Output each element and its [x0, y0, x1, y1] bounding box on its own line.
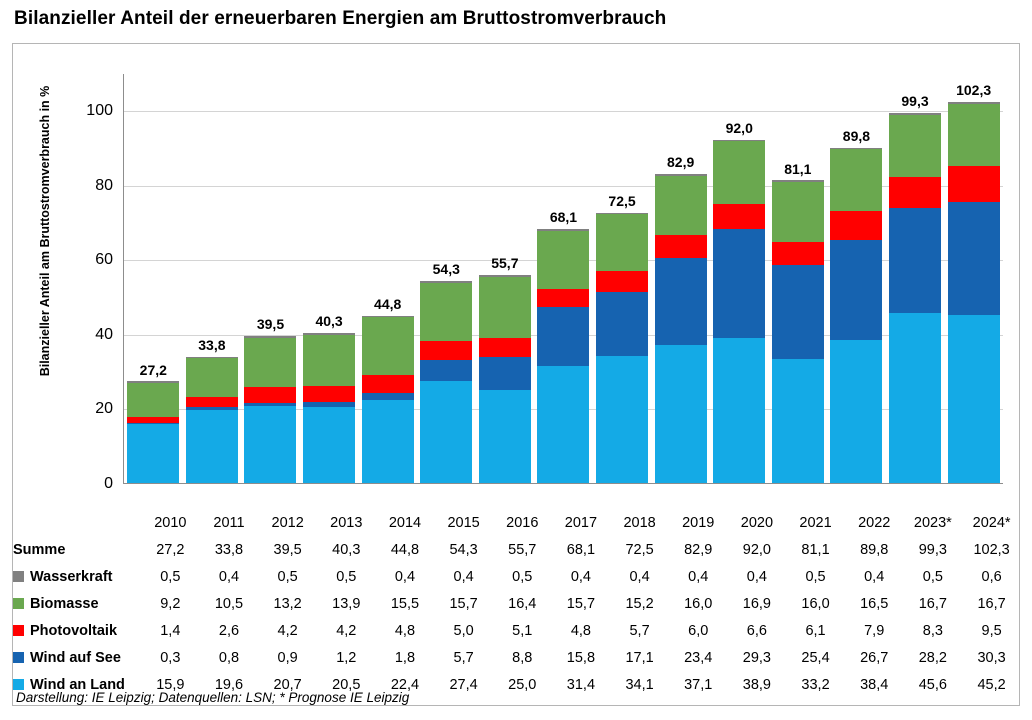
y-axis-tick-label: 0 — [104, 475, 113, 492]
chart-frame — [12, 43, 1020, 706]
plot-area — [123, 74, 1003, 484]
table-cell-value: 15,9 — [156, 676, 185, 693]
table-cell-value: 5,7 — [453, 649, 474, 666]
bar-column[interactable] — [127, 74, 179, 483]
x-axis-tick-label: 2022 — [858, 514, 891, 531]
legend-item[interactable] — [13, 644, 141, 671]
table-cell-value: 45,6 — [918, 676, 947, 693]
x-axis-tick-label: 2023* — [913, 514, 952, 531]
bar-segment[interactable] — [127, 424, 179, 483]
table-cell-value: 16,0 — [801, 595, 830, 612]
x-axis-tick-label: 2016 — [506, 514, 539, 531]
legend-color-swatch-icon — [13, 652, 24, 663]
table-cell-value: 0,5 — [336, 568, 357, 585]
bar-segment[interactable] — [537, 366, 589, 483]
bar-series-group — [124, 74, 1003, 483]
x-axis-tick-label: 2012 — [271, 514, 304, 531]
table-cell-value: 0,5 — [512, 568, 533, 585]
table-cell-value: 30,3 — [977, 649, 1006, 666]
page-title: Bilanzieller Anteil der erneuerbaren Energien am Bruttostromverbrauch — [14, 8, 667, 29]
bar-total-label: 55,7 — [491, 255, 519, 272]
table-cell-value: 6,0 — [688, 622, 709, 639]
table-cell-value: 0,5 — [805, 568, 826, 585]
table-cell-value: 8,8 — [512, 649, 533, 666]
table-cell-value: 20,5 — [332, 676, 361, 693]
table-cell-value: 5,7 — [629, 622, 650, 639]
bar-segment[interactable] — [948, 104, 1000, 166]
bar-segment[interactable] — [596, 292, 648, 356]
legend-color-swatch-icon — [13, 571, 24, 582]
bar-segment[interactable] — [889, 177, 941, 208]
bar-segment[interactable] — [420, 381, 472, 483]
table-cell-value: 25,0 — [508, 676, 537, 693]
x-axis-tick-label: 2018 — [623, 514, 656, 531]
table-cell-value: 0,8 — [218, 649, 240, 666]
table-cell-sum: 44,8 — [390, 541, 420, 558]
bar-segment[interactable] — [244, 406, 296, 483]
bar-segment[interactable] — [186, 410, 238, 483]
table-cell-value: 7,9 — [864, 622, 885, 639]
legend-item-label: Wind an Land — [30, 676, 125, 693]
bar-segment[interactable] — [362, 375, 414, 393]
table-cell-sum: 55,7 — [508, 541, 537, 558]
table-cell-value: 26,7 — [860, 649, 889, 666]
table-cell-value: 13,9 — [332, 595, 361, 612]
table-cell-sum: 54,3 — [449, 541, 478, 558]
table-cell-value: 10,5 — [214, 595, 244, 612]
x-axis-tick-label: 2024* — [972, 514, 1011, 531]
bar-segment[interactable] — [362, 400, 414, 483]
bar-segment[interactable] — [713, 204, 765, 229]
bar-segment[interactable] — [420, 283, 472, 342]
bar-segment[interactable] — [596, 271, 648, 292]
table-cell-sum: 33,8 — [214, 541, 244, 558]
table-cell-value: 9,5 — [981, 622, 1002, 639]
table-cell-value: 20,7 — [273, 676, 302, 693]
legend-item-label: Biomasse — [30, 595, 99, 612]
bar-segment[interactable] — [655, 345, 707, 483]
legend-item[interactable] — [13, 617, 141, 644]
bar-segment[interactable] — [889, 208, 941, 313]
bar-column[interactable] — [596, 74, 648, 483]
table-cell-value: 4,2 — [277, 622, 298, 639]
legend-color-swatch-icon — [13, 598, 24, 609]
table-cell-value: 0,3 — [160, 649, 181, 666]
bar-column[interactable] — [362, 74, 414, 483]
table-cell-sum: 72,5 — [625, 541, 654, 558]
bar-total-label: 39,5 — [256, 315, 285, 332]
bar-total-label: 89,8 — [842, 128, 871, 145]
bar-column[interactable] — [186, 74, 238, 483]
bar-total-label: 102,3 — [956, 81, 992, 98]
bar-segment[interactable] — [713, 338, 765, 483]
bar-segment[interactable] — [948, 315, 1000, 483]
table-row — [13, 617, 1021, 644]
legend-item[interactable] — [13, 590, 141, 617]
x-axis-tick-label: 2013 — [330, 514, 363, 531]
table-row — [13, 590, 1021, 617]
table-cell-sum: 81,1 — [801, 541, 830, 558]
bar-segment[interactable] — [948, 166, 1000, 201]
bar-total-label: 68,1 — [549, 209, 578, 226]
table-cell-sum: 99,3 — [918, 541, 947, 558]
table-cell-value: 1,2 — [336, 649, 357, 666]
bar-segment[interactable] — [186, 358, 238, 397]
x-axis-tick-label: 2021 — [799, 514, 832, 531]
bar-segment[interactable] — [127, 383, 179, 417]
data-table — [13, 509, 1021, 698]
bar-total-label: 27,2 — [139, 361, 167, 378]
bar-segment[interactable] — [596, 356, 648, 483]
table-cell-value: 4,8 — [570, 622, 591, 639]
table-cell-value: 33,2 — [801, 676, 830, 693]
bar-segment[interactable] — [537, 307, 589, 366]
bar-total-label: 92,0 — [725, 120, 753, 137]
source-footnote: Darstellung: IE Leipzig; Datenquellen: LSN; * Prognose IE Leipzig — [16, 690, 410, 705]
x-axis-row-spacer — [13, 509, 141, 536]
bar-segment[interactable] — [362, 393, 414, 400]
bar-column[interactable] — [830, 74, 882, 483]
legend-color-swatch-icon — [13, 625, 24, 636]
table-cell-sum: 102,3 — [973, 541, 1010, 558]
bar-segment[interactable] — [655, 176, 707, 236]
bar-segment[interactable] — [830, 340, 882, 483]
table-cell-value: 16,0 — [684, 595, 713, 612]
bar-segment[interactable] — [362, 317, 414, 375]
table-cell-value: 16,4 — [508, 595, 537, 612]
table-cell-sum: 82,9 — [684, 541, 713, 558]
y-axis-tick-label: 20 — [95, 400, 113, 418]
table-cell-value: 2,6 — [218, 622, 240, 639]
legend-color-swatch-icon — [13, 679, 24, 690]
bar-segment[interactable] — [772, 359, 824, 483]
bar-total-label: 54,3 — [432, 260, 460, 277]
table-cell-value: 4,8 — [394, 622, 416, 639]
bar-total-label: 33,8 — [198, 337, 226, 354]
bar-column[interactable] — [537, 74, 589, 483]
table-cell-value: 13,2 — [273, 595, 302, 612]
bar-segment[interactable] — [244, 387, 296, 403]
bar-total-label: 44,8 — [374, 296, 402, 313]
legend-item-label: Wind auf See — [30, 649, 121, 666]
table-cell-value: 16,5 — [860, 595, 889, 612]
bar-segment[interactable] — [772, 182, 824, 242]
table-cell-value: 0,4 — [394, 568, 416, 585]
bar-segment[interactable] — [479, 277, 531, 338]
bar-total-label: 81,1 — [784, 160, 812, 177]
bar-column[interactable] — [948, 74, 1000, 483]
bar-segment[interactable] — [772, 242, 824, 265]
bar-segment[interactable] — [830, 240, 882, 340]
table-cell-value: 37,1 — [684, 676, 713, 693]
table-cell-value: 0,4 — [688, 568, 709, 585]
table-cell-value: 15,7 — [566, 595, 596, 612]
plot-wrapper — [13, 44, 1021, 509]
bar-segment[interactable] — [772, 265, 824, 360]
bar-segment[interactable] — [537, 231, 589, 290]
bar-segment[interactable] — [303, 386, 355, 402]
bar-segment[interactable] — [889, 313, 941, 483]
legend-item-label: Wasserkraft — [30, 568, 113, 585]
table-cell-value: 45,2 — [977, 676, 1006, 693]
x-axis-tick-label: 2014 — [388, 514, 422, 531]
table-cell-value: 23,4 — [684, 649, 713, 666]
bar-total-label: 40,3 — [315, 312, 343, 329]
table-cell-value: 17,1 — [625, 649, 654, 666]
bar-segment[interactable] — [655, 258, 707, 345]
table-cell-value: 29,3 — [742, 649, 771, 666]
table-row-label-sum: Summe — [13, 541, 66, 558]
bar-segment[interactable] — [596, 214, 648, 271]
x-axis-tick-label: 2010 — [154, 514, 187, 531]
table-cell-value: 0,4 — [629, 568, 650, 585]
table-row-sum — [13, 536, 1021, 563]
table-cell-value: 0,6 — [981, 568, 1002, 585]
table-cell-value: 0,5 — [160, 568, 181, 585]
table-cell-value: 28,2 — [918, 649, 947, 666]
bar-column[interactable] — [772, 74, 824, 483]
table-cell-value: 15,8 — [566, 649, 596, 666]
y-axis-ticks — [61, 74, 119, 492]
table-cell-value: 15,7 — [449, 595, 478, 612]
x-axis-tick-label: 2011 — [213, 514, 245, 531]
table-cell-value: 38,4 — [860, 676, 889, 693]
bar-segment[interactable] — [830, 149, 882, 211]
table-cell-value: 16,9 — [742, 595, 771, 612]
bar-segment[interactable] — [479, 338, 531, 357]
bar-segment[interactable] — [830, 211, 882, 240]
x-axis-tick-label: 2017 — [564, 514, 598, 531]
table-cell-value: 0,4 — [453, 568, 474, 585]
legend-item-label: Photovoltaik — [30, 622, 118, 639]
bar-segment[interactable] — [479, 357, 531, 390]
table-cell-value: 27,4 — [449, 676, 478, 693]
table-cell-value: 16,7 — [977, 595, 1006, 612]
x-axis-tick-label: 2020 — [740, 514, 774, 531]
bar-column[interactable] — [655, 74, 707, 483]
table-cell-sum: 27,2 — [156, 541, 185, 558]
table-cell-sum: 92,0 — [742, 541, 771, 558]
bar-column[interactable] — [479, 74, 531, 483]
bar-total-label: 72,5 — [608, 192, 636, 209]
table-row — [13, 644, 1021, 671]
bar-segment[interactable] — [889, 115, 941, 177]
table-cell-value: 0,4 — [746, 568, 767, 585]
bar-segment[interactable] — [303, 335, 355, 387]
table-cell-value: 16,7 — [918, 595, 947, 612]
bar-segment[interactable] — [420, 360, 472, 381]
table-row — [13, 563, 1021, 590]
table-cell-value: 38,9 — [742, 676, 771, 693]
table-cell-value: 6,6 — [746, 622, 767, 639]
table-cell-value: 19,6 — [214, 676, 244, 693]
table-cell-value: 0,4 — [218, 568, 240, 585]
bar-segment[interactable] — [948, 202, 1000, 315]
y-axis-tick-label: 60 — [95, 251, 113, 269]
x-axis-tick-label: 2019 — [682, 514, 715, 531]
table-cell-value: 31,4 — [566, 676, 596, 693]
table-cell-value: 4,2 — [336, 622, 357, 639]
bar-segment[interactable] — [655, 235, 707, 257]
y-axis-title: Bilanzieller Anteil am Bruttostromverbrauch in % — [38, 85, 52, 377]
bar-segment[interactable] — [479, 390, 531, 483]
y-axis-tick-label: 40 — [95, 325, 113, 343]
bar-column[interactable] — [303, 74, 355, 483]
table-cell-value: 1,8 — [394, 649, 416, 666]
bar-segment[interactable] — [713, 229, 765, 338]
table-cell-value: 5,1 — [512, 622, 533, 639]
y-axis-tick-label: 100 — [86, 102, 113, 120]
bar-segment[interactable] — [420, 341, 472, 360]
table-cell-value: 0,5 — [922, 568, 943, 585]
table-cell-value: 1,4 — [160, 622, 181, 639]
table-cell-value: 6,1 — [805, 622, 826, 639]
bar-segment[interactable] — [303, 407, 355, 483]
table-cell-value: 8,3 — [922, 622, 943, 639]
table-cell-sum: 89,8 — [860, 541, 889, 558]
bar-column[interactable] — [244, 74, 296, 483]
table-cell-sum: 68,1 — [566, 541, 596, 558]
data-table-wrapper — [13, 509, 1021, 706]
bar-segment[interactable] — [244, 338, 296, 387]
legend-item[interactable] — [13, 563, 141, 590]
bar-segment[interactable] — [713, 141, 765, 204]
bar-segment[interactable] — [186, 397, 238, 407]
table-cell-sum: 40,3 — [332, 541, 361, 558]
table-cell-value: 34,1 — [625, 676, 654, 693]
y-axis-tick-label: 80 — [95, 176, 113, 194]
x-axis-tick-label: 2015 — [447, 514, 480, 531]
table-cell-value: 0,9 — [277, 649, 298, 666]
table-cell-value: 0,4 — [570, 568, 591, 585]
table-cell-value: 15,2 — [625, 595, 654, 612]
table-cell-value: 5,0 — [453, 622, 474, 639]
bar-total-label: 82,9 — [667, 154, 695, 171]
table-cell-value: 9,2 — [160, 595, 181, 612]
table-cell-value: 22,4 — [390, 676, 420, 693]
table-cell-value: 25,4 — [801, 649, 830, 666]
table-cell-value: 0,4 — [864, 568, 885, 585]
table-cell-sum: 39,5 — [273, 541, 302, 558]
x-axis-label-row — [13, 509, 1021, 536]
bar-total-label: 99,3 — [901, 92, 929, 109]
table-cell-value: 0,5 — [277, 568, 298, 585]
bar-segment[interactable] — [537, 289, 589, 307]
bar-column[interactable] — [713, 74, 765, 483]
table-cell-value: 15,5 — [390, 595, 420, 612]
bar-column[interactable] — [420, 74, 472, 483]
bar-column[interactable] — [889, 74, 941, 483]
